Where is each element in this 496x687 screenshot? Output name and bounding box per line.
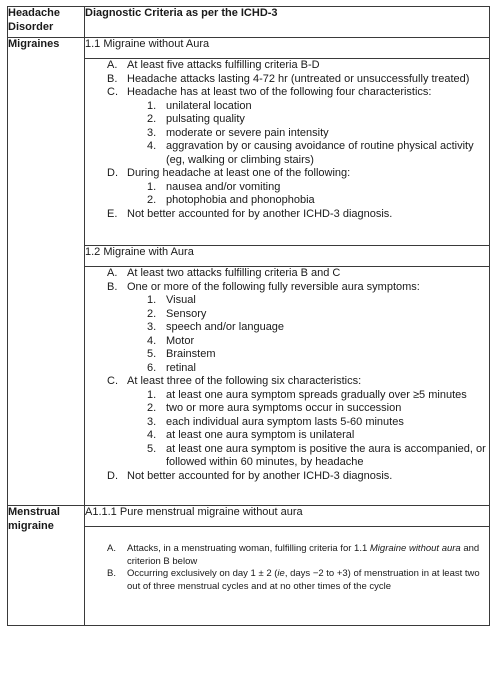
menstrual-migraine-criteria	[85, 527, 490, 626]
item-marker: C.	[107, 86, 118, 98]
sub-item-marker: 4.	[147, 140, 157, 152]
sub-item-text: Brainstem	[166, 348, 216, 360]
header-disorder: Headache Disorder	[8, 7, 85, 38]
item-text: At least two attacks fulfilling criteria B and C	[127, 267, 341, 279]
sub-item-text: aggravation by or causing avoidance of routine physical activity (eg, walking or climbing stairs)	[166, 140, 474, 166]
list-item	[107, 568, 489, 593]
migraine-with-aura-title: 1.2 Migraine with Aura	[85, 246, 490, 267]
sub-list-item	[147, 389, 489, 403]
sub-list	[127, 100, 489, 168]
migraine-without-aura-title-row	[8, 38, 490, 59]
sub-item-marker: 3.	[147, 415, 157, 428]
item-text: , days −2 to +3) of menstruation in at least two out of three menstrual cycles and at no other times of the cycle	[127, 568, 480, 592]
sub-list-item	[147, 140, 489, 167]
sub-item-marker: 1.	[147, 180, 157, 193]
sub-item-marker: 5.	[147, 348, 157, 360]
item-marker: A.	[107, 59, 118, 71]
sub-item-marker: 3.	[147, 321, 157, 333]
list-item	[107, 375, 489, 470]
sub-item-marker: 3.	[147, 126, 157, 139]
item-text: Occurring exclusively on day 1 ± 2 (	[127, 568, 278, 579]
sub-item-text: retinal	[166, 361, 196, 374]
item-marker: B.	[107, 568, 116, 579]
migraine-with-aura-list	[85, 267, 489, 483]
sub-item-marker: 2.	[147, 194, 157, 206]
sub-item-marker: 1.	[147, 388, 157, 401]
list-item	[107, 470, 489, 484]
item-marker: A.	[107, 543, 116, 554]
sub-list	[127, 294, 489, 375]
sub-item-text: Visual	[166, 294, 196, 306]
menstrual-migraine-list	[85, 543, 489, 593]
sub-item-marker: 1.	[147, 294, 157, 306]
sub-item-text: photophobia and phonophobia	[166, 194, 315, 206]
sub-list-item	[147, 362, 489, 376]
sub-item-text: pulsating quality	[166, 113, 245, 125]
header-row	[8, 7, 490, 38]
item-marker: B.	[107, 72, 118, 85]
sub-item-text: unilateral location	[166, 99, 252, 112]
sub-item-text: Motor	[166, 334, 195, 347]
item-text: At least five attacks fulfilling criteria B-D	[127, 59, 320, 71]
migraine-without-aura-list	[85, 59, 489, 221]
sub-item-marker: 6.	[147, 361, 157, 374]
sub-list-item	[147, 113, 489, 127]
sub-list-item	[147, 294, 489, 308]
sub-item-marker: 2.	[147, 113, 157, 125]
item-marker: D.	[107, 469, 118, 482]
sub-list-item	[147, 402, 489, 416]
sub-item-text: nausea and/or vomiting	[166, 180, 281, 193]
sub-item-marker: 5.	[147, 442, 157, 455]
item-text: At least three of the following six characteristics:	[127, 375, 362, 387]
migraine-without-aura-title: 1.1 Migraine without Aura	[85, 38, 490, 59]
sub-list-item	[147, 181, 489, 195]
sub-list-item	[147, 321, 489, 335]
list-item	[107, 543, 489, 568]
sub-item-text: moderate or severe pain intensity	[166, 126, 329, 139]
item-text: Not better accounted for by another ICHD-3 diagnosis.	[127, 207, 393, 220]
item-marker: C.	[107, 375, 118, 387]
sub-list	[127, 389, 489, 470]
sub-item-marker: 2.	[147, 402, 157, 414]
sub-list-item	[147, 443, 489, 470]
sub-list-item	[147, 335, 489, 349]
list-item	[107, 86, 489, 167]
sub-item-marker: 1.	[147, 99, 157, 112]
item-marker: B.	[107, 280, 118, 293]
sub-item-marker: 4.	[147, 429, 157, 441]
sub-item-text: at least one aura symptom is positive the aura is accompanied, or followed within 60 minutes, by headache	[166, 442, 486, 468]
item-marker: E.	[107, 207, 118, 220]
sub-list	[127, 181, 489, 208]
sub-list-item	[147, 348, 489, 362]
sub-item-text: Sensory	[166, 307, 207, 320]
list-item	[107, 208, 489, 222]
migraine-without-aura-criteria	[85, 59, 490, 246]
sub-item-text: each individual aura symptom lasts 5-60 minutes	[166, 415, 404, 428]
sub-list-item	[147, 194, 489, 208]
item-italic-text: Migraine without aura	[369, 543, 461, 554]
item-text: During headache at least one of the following:	[127, 167, 351, 179]
item-marker: A.	[107, 267, 118, 279]
item-text: One or more of the following fully reversible aura symptoms:	[127, 280, 420, 293]
item-italic-text: ie	[277, 568, 285, 579]
migraine-with-aura-criteria	[85, 267, 490, 506]
item-text: Not better accounted for by another ICHD-3 diagnosis.	[127, 469, 393, 482]
item-text: Attacks, in a menstruating woman, fulfilling criteria for 1.1	[127, 543, 370, 554]
sub-item-marker: 2.	[147, 307, 157, 320]
list-item	[107, 59, 489, 73]
sub-item-text: at least one aura symptom is unilateral	[166, 429, 355, 441]
menstrual-migraine-label: Menstrual migraine	[8, 506, 85, 626]
sub-list-item	[147, 429, 489, 443]
sub-item-marker: 4.	[147, 334, 157, 347]
list-item	[107, 267, 489, 281]
criteria-table	[7, 6, 490, 626]
sub-list-item	[147, 127, 489, 141]
item-text: and criterion B below	[127, 543, 480, 567]
sub-list-item	[147, 416, 489, 430]
sub-item-text: two or more aura symptoms occur in succession	[166, 402, 402, 414]
item-marker: D.	[107, 167, 118, 179]
sub-item-text: at least one aura symptom spreads gradually over ≥5 minutes	[166, 388, 467, 401]
header-criteria: Diagnostic Criteria as per the ICHD-3	[85, 7, 490, 38]
sub-item-text: speech and/or language	[166, 321, 285, 333]
list-item	[107, 167, 489, 208]
migraines-label: Migraines	[8, 38, 85, 506]
item-text: Headache attacks lasting 4-72 hr (untreated or unsuccessfully treated)	[127, 72, 470, 85]
menstrual-title-row	[8, 506, 490, 527]
list-item	[107, 73, 489, 87]
item-text: Headache has at least two of the following four characteristics:	[127, 86, 432, 98]
list-item	[107, 281, 489, 376]
menstrual-migraine-title: A1.1.1 Pure menstrual migraine without aura	[85, 506, 490, 527]
sub-list-item	[147, 308, 489, 322]
sub-list-item	[147, 100, 489, 114]
